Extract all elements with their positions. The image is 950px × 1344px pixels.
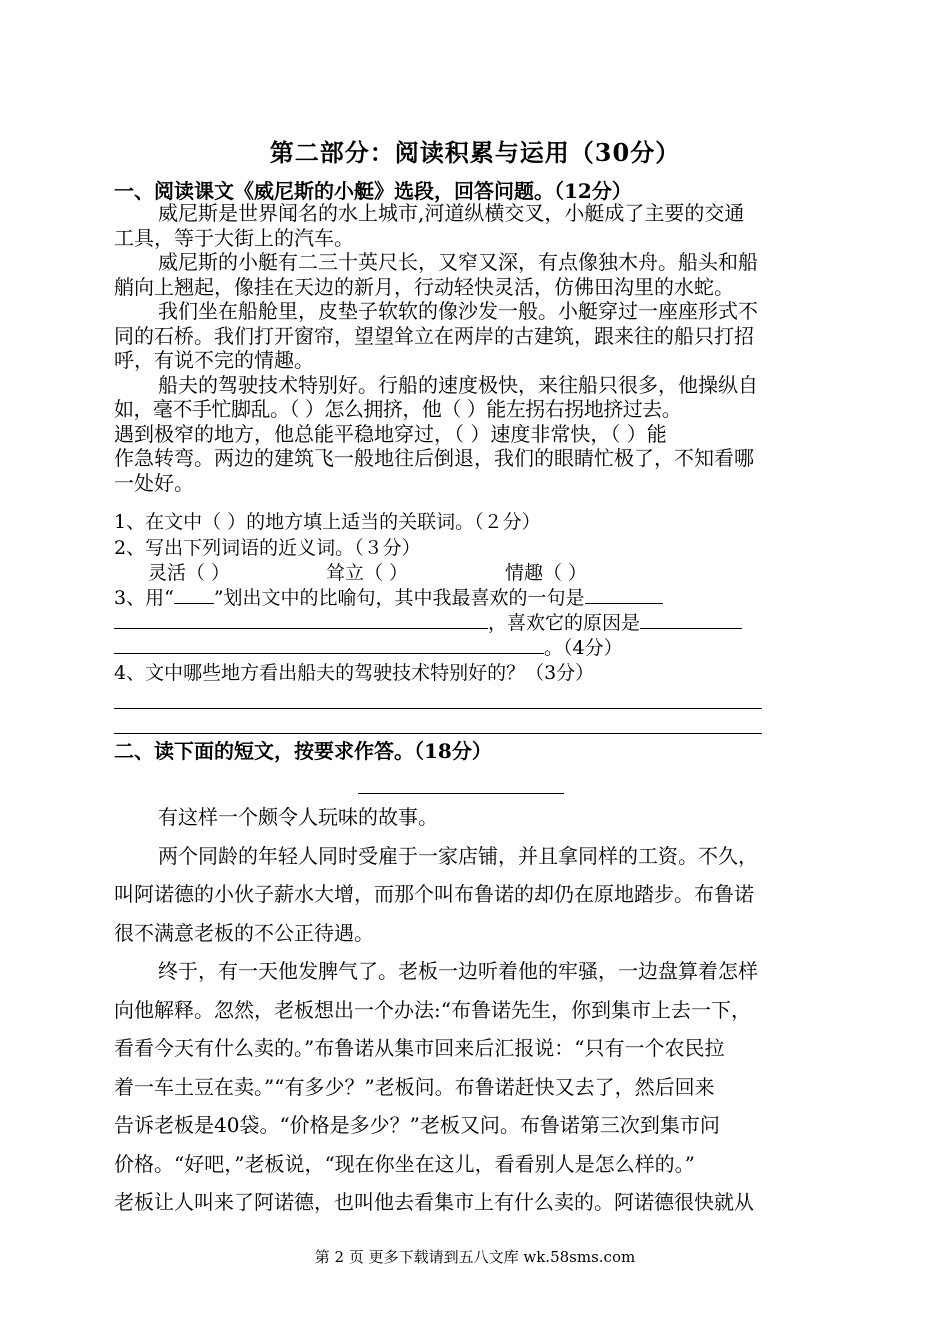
question-2: 2、写出下列词语的近义词。（３分）: [114, 537, 421, 559]
passage-line: 遇到极窄的地方，他总能平稳地穿过，（ ）速度非常快，（ ）能: [114, 421, 667, 446]
passage-line: 有这样一个颇令人玩味的故事。: [158, 805, 438, 829]
question-3-line-3: [114, 636, 623, 661]
passage-line: 威尼斯的小艇有二三十英尺长，又窄又深，有点像独木舟。船头和船: [158, 250, 758, 274]
answer-line[interactable]: [114, 708, 762, 709]
passage-line: 呼，有说不完的情趣。: [114, 348, 314, 372]
section2-heading: 二、读下面的短文，按要求作答。（18分）: [114, 739, 492, 763]
section1-passage: [114, 201, 844, 495]
question-2-word: 情趣（ ）: [505, 562, 588, 584]
passage-line: 船夫的驾驶技术特别好。行船的速度极快，来往船只很多，他操纵自: [158, 372, 758, 397]
question-3-text-d: 。（4分）: [544, 637, 623, 659]
passage-line: 叫阿诺德的小伙子薪水大增，而那个叫布鲁诺的却仍在原地踏步。布鲁诺: [114, 882, 754, 906]
passage-line: 告诉老板是40袋。“价格是多少？”老板又问。布鲁诺第三次到集市问: [114, 1113, 720, 1137]
answer-blank[interactable]: [640, 614, 742, 629]
answer-blank[interactable]: [114, 614, 488, 629]
answer-blank[interactable]: [114, 639, 544, 654]
question-3-line-2: [114, 611, 742, 636]
answer-line[interactable]: [114, 733, 762, 734]
passage-line: 向他解释。忽然，老板想出一个办法:“布鲁诺先生，你到集市上去一下，: [114, 997, 751, 1022]
passage-line: 艄向上翘起，像挂在天边的新月，行动轻快灵活，仿佛田沟里的水蛇。: [114, 274, 734, 299]
passage-line: 作急转弯。两边的建筑飞一般地往后倒退，我们的眼睛忙极了，不知看哪: [114, 446, 754, 470]
question-2-word: 灵活（ ）: [148, 562, 231, 584]
passage-line: 两个同龄的年轻人同时受雇于一家店铺，并且拿同样的工资。不久，: [158, 843, 758, 868]
passage-line: 威尼斯是世界闻名的水上城市,河道纵横交叉，小艇成了主要的交通: [158, 201, 745, 225]
page-title: 第二部分：阅读积累与运用（30分）: [269, 138, 681, 167]
question-1: 1、在文中（ ）的地方填上适当的关联词。（２分）: [114, 511, 541, 533]
section2-passage: [114, 798, 844, 1222]
page-footer: 第 2 页 更多下载请到五八文库 wk.58sms.com: [314, 1248, 636, 1266]
passage-line: 一处好。: [114, 470, 194, 495]
question-3: [114, 586, 663, 611]
passage-line: 我们坐在船舱里，皮垫子软软的像沙发一般。小艇穿过一座座形式不: [158, 299, 758, 323]
passage-line: 如，毫不手忙脚乱。（ ）怎么拥挤，他（ ）能左拐右拐地挤过去。: [114, 397, 682, 421]
title-blank[interactable]: [358, 793, 564, 794]
question-4: 4、文中哪些地方看出船夫的驾驶技术特别好的？（3分）: [114, 662, 595, 684]
question-3-text-a: 3、用“: [114, 587, 174, 609]
passage-line: 价格。“好吧，”老板说，“现在你坐在这儿，看看别人是怎么样的。”: [114, 1151, 695, 1176]
passage-line: 工具，等于大街上的汽车。: [114, 225, 354, 250]
answer-blank[interactable]: [585, 589, 663, 604]
question-3-text-c: ，喜欢它的原因是: [488, 612, 641, 634]
passage-line: 很不满意老板的不公正待遇。: [114, 920, 374, 945]
passage-line: 看看今天有什么卖的。”布鲁诺从集市回来后汇报说：“只有一个农民拉: [114, 1036, 725, 1060]
question-2-word: 耸立（ ）: [326, 562, 409, 584]
question-3-text-b: ”划出文中的比喻句，其中我最喜欢的一句是: [213, 587, 585, 609]
underline-sample: [174, 589, 214, 604]
passage-line: 终于，有一天他发脾气了。老板一边听着他的牢骚，一边盘算着怎样: [158, 959, 758, 983]
section1-heading: 一、阅读课文《威尼斯的小艇》选段，回答问题。（12分）: [114, 179, 632, 203]
passage-line: 着一车土豆在卖。”“有多少？”老板问。布鲁诺赶快又去了，然后回来: [114, 1074, 715, 1099]
passage-line: 老板让人叫来了阿诺德，也叫他去看集市上有什么卖的。阿诺德很快就从: [114, 1190, 754, 1214]
passage-line: 同的石桥。我们打开窗帘，望望耸立在两岸的古建筑，跟来往的船只打招: [114, 323, 754, 348]
